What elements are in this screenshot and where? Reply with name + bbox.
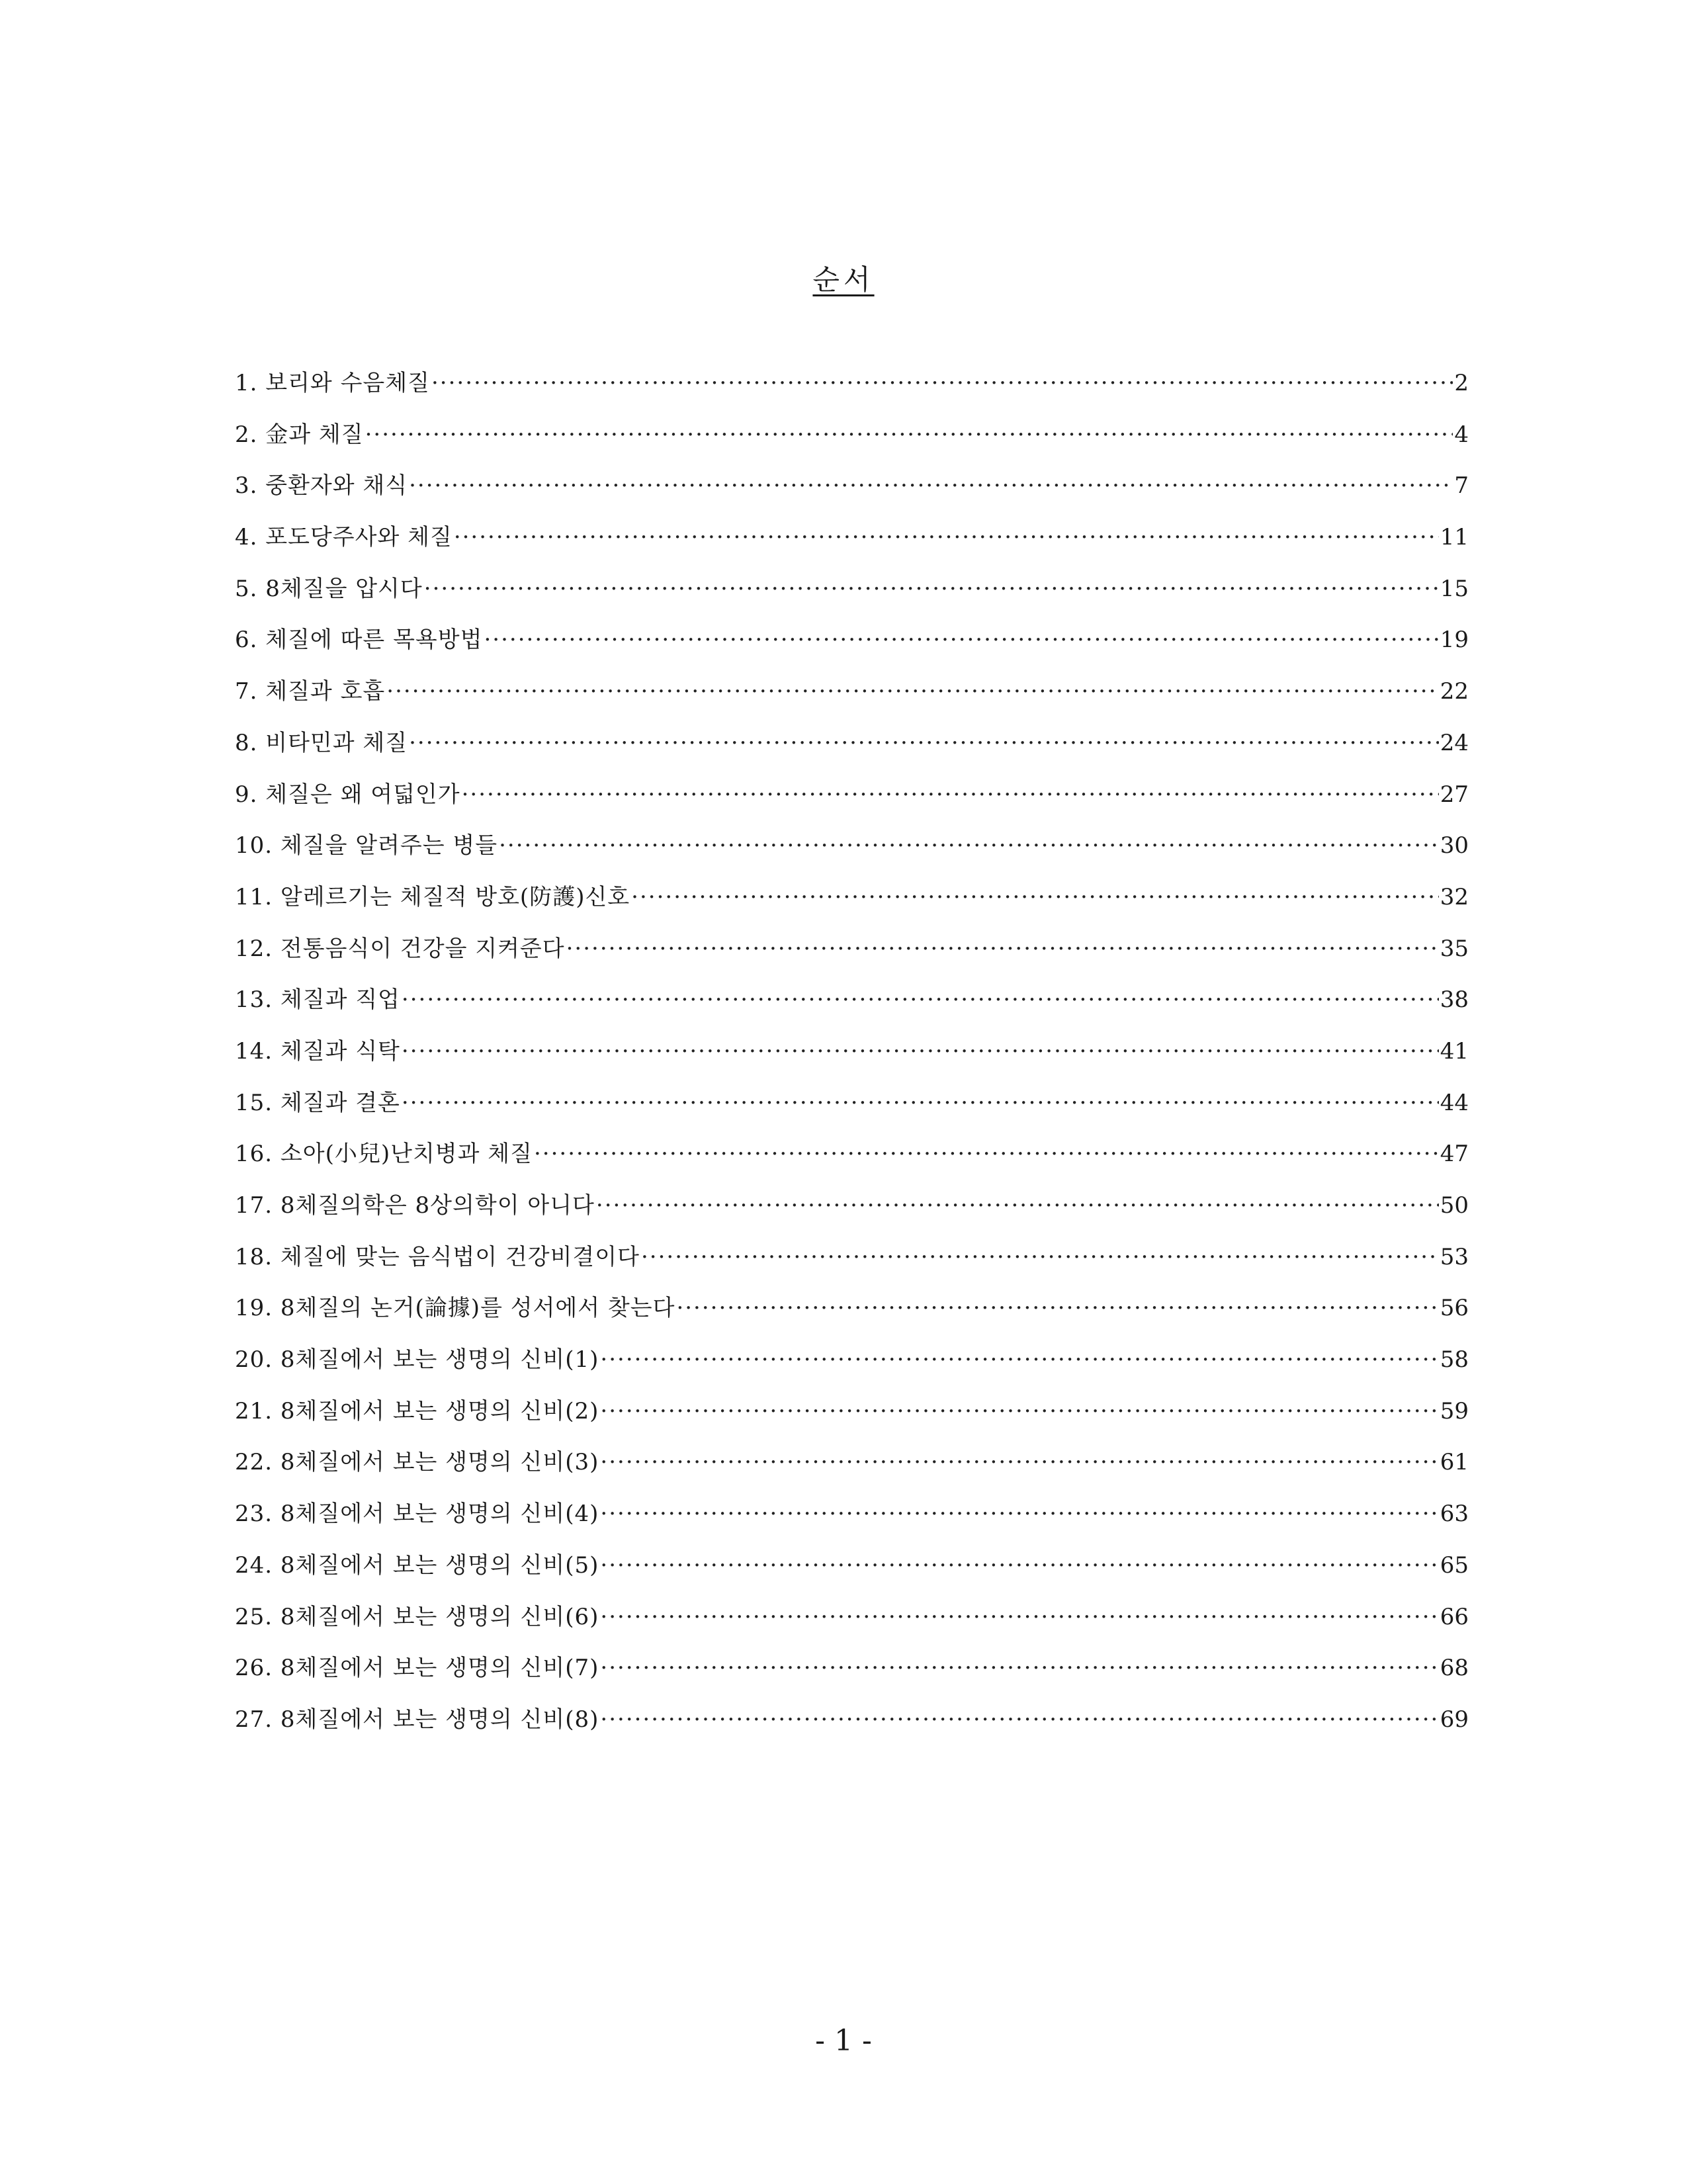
toc-entry-title: 7. 체질과 호흡 (235, 678, 386, 705)
toc-entry-title: 16. 소아(小兒)난치병과 체질 (235, 1141, 533, 1168)
toc-entry-title: 21. 8체질에서 보는 생명의 신비(2) (235, 1397, 599, 1424)
toc-entry-title: 27. 8체질에서 보는 생명의 신비(8) (235, 1706, 599, 1733)
toc-dot-leader (566, 933, 1439, 965)
toc-entry-page: 22 (1440, 678, 1469, 705)
toc-entry[interactable] (235, 1087, 1469, 1139)
toc-dot-leader (600, 1550, 1438, 1581)
toc-entry-title: 8. 비타민과 체질 (235, 729, 408, 756)
toc-entry-title: 18. 체질에 맞는 음식법이 건강비결이다 (235, 1243, 640, 1270)
toc-dot-leader (431, 367, 1453, 399)
toc-dot-leader (600, 1446, 1438, 1478)
toc-entry-title: 4. 포도당주사와 체질 (235, 524, 453, 551)
toc-dot-leader (409, 727, 1439, 759)
toc-entry-page: 58 (1440, 1346, 1469, 1374)
toc-dot-leader (600, 1395, 1438, 1427)
toc-dot-leader (454, 521, 1439, 553)
toc-entry[interactable] (235, 1550, 1469, 1601)
toc-entry-title: 6. 체질에 따른 목욕방법 (235, 627, 483, 654)
toc-entry-page: 27 (1440, 781, 1469, 808)
toc-entry[interactable] (235, 1446, 1469, 1498)
toc-dot-leader (596, 1190, 1439, 1221)
toc-entry-title: 11. 알레르기는 체질적 방호(防護)신호 (235, 883, 630, 910)
toc-entry-page: 38 (1440, 986, 1469, 1014)
toc-entry-title: 3. 중환자와 채식 (235, 472, 408, 500)
toc-entry-title: 2. 金과 체질 (235, 421, 364, 448)
toc-dot-leader (499, 830, 1439, 861)
toc-entry-title: 17. 8체질의학은 8상의학이 아니다 (235, 1192, 595, 1219)
toc-entry[interactable] (235, 933, 1469, 984)
toc-dot-leader (534, 1138, 1439, 1170)
toc-entry-title: 9. 체질은 왜 여덟인가 (235, 781, 460, 808)
toc-entry-title: 26. 8체질에서 보는 생명의 신비(7) (235, 1655, 599, 1682)
toc-dot-leader (365, 419, 1453, 451)
toc-entry-page: 65 (1440, 1551, 1469, 1579)
toc-entry[interactable] (235, 573, 1469, 625)
toc-entry[interactable] (235, 881, 1469, 933)
toc-entry-page: 2 (1454, 370, 1469, 396)
toc-entry-page: 35 (1440, 935, 1469, 962)
toc-dot-leader (402, 1035, 1439, 1067)
toc-entry[interactable] (235, 1395, 1469, 1447)
toc-entry[interactable] (235, 1035, 1469, 1087)
toc-entry[interactable] (235, 727, 1469, 779)
toc-entry-title: 1. 보리와 수음체질 (235, 370, 430, 396)
toc-entry[interactable] (235, 470, 1469, 521)
toc-entry-page: 24 (1440, 729, 1469, 756)
toc-entry-title: 10. 체질을 알려주는 병들 (235, 832, 498, 859)
toc-entry-title: 13. 체질과 직업 (235, 986, 400, 1014)
toc-entry-page: 19 (1440, 627, 1469, 654)
toc-entry[interactable] (235, 1138, 1469, 1190)
toc-dot-leader (402, 1087, 1439, 1119)
toc-entry-page: 7 (1454, 472, 1469, 500)
toc-entry[interactable] (235, 1498, 1469, 1550)
toc-entry[interactable] (235, 779, 1469, 830)
toc-entry-page: 15 (1440, 575, 1469, 602)
page-number: - 1 - (815, 2024, 872, 2058)
toc-entry-page: 61 (1440, 1449, 1469, 1476)
toc-entry[interactable] (235, 1344, 1469, 1395)
toc-dot-leader (424, 573, 1439, 605)
toc-entry[interactable] (235, 1292, 1469, 1344)
toc-dot-leader (641, 1241, 1439, 1273)
toc-dot-leader (600, 1498, 1438, 1530)
page-title-text: 순서 (812, 263, 875, 296)
toc-entry[interactable] (235, 419, 1469, 470)
toc-entry[interactable] (235, 830, 1469, 881)
toc-entry[interactable] (235, 1241, 1469, 1293)
toc-entry-title: 19. 8체질의 논거(論據)를 성서에서 찾는다 (235, 1295, 675, 1322)
toc-dot-leader (600, 1344, 1438, 1376)
toc-entry-page: 44 (1440, 1089, 1469, 1116)
toc-dot-leader (631, 881, 1439, 913)
toc-dot-leader (600, 1601, 1438, 1633)
toc-entry[interactable] (235, 676, 1469, 727)
toc-entry-page: 69 (1440, 1706, 1469, 1733)
toc-dot-leader (409, 470, 1453, 502)
toc-dot-leader (600, 1652, 1438, 1684)
toc-entry[interactable] (235, 521, 1469, 573)
toc-dot-leader (462, 779, 1439, 810)
toc-entry[interactable] (235, 1652, 1469, 1704)
toc-entry[interactable] (235, 367, 1469, 419)
toc-dot-leader (600, 1704, 1438, 1735)
toc-dot-leader (484, 624, 1438, 656)
toc-entry-title: 15. 체질과 결혼 (235, 1089, 400, 1116)
toc-entry-title: 25. 8체질에서 보는 생명의 신비(6) (235, 1603, 599, 1630)
toc-entry[interactable] (235, 624, 1469, 676)
toc-entry[interactable] (235, 1704, 1469, 1755)
toc-entry-page: 53 (1440, 1243, 1469, 1270)
toc-dot-leader (386, 676, 1438, 707)
toc-entry-title: 20. 8체질에서 보는 생명의 신비(1) (235, 1346, 599, 1374)
toc-entry-page: 66 (1440, 1603, 1469, 1630)
table-of-contents (235, 367, 1469, 1755)
toc-entry-title: 22. 8체질에서 보는 생명의 신비(3) (235, 1449, 599, 1476)
toc-entry-page: 63 (1440, 1501, 1469, 1528)
page-title (0, 263, 1687, 296)
toc-entry[interactable] (235, 1601, 1469, 1653)
toc-dot-leader (402, 984, 1439, 1016)
toc-entry-page: 41 (1440, 1037, 1469, 1065)
toc-entry-page: 50 (1440, 1192, 1469, 1219)
toc-entry-title: 5. 8체질을 압시다 (235, 575, 423, 602)
toc-entry[interactable] (235, 1190, 1469, 1241)
toc-entry-title: 23. 8체질에서 보는 생명의 신비(4) (235, 1501, 599, 1528)
toc-entry-page: 4 (1454, 421, 1469, 448)
toc-entry-page: 47 (1440, 1141, 1469, 1168)
toc-entry-page: 68 (1440, 1655, 1469, 1682)
toc-entry-page: 56 (1440, 1295, 1469, 1322)
toc-entry-title: 14. 체질과 식탁 (235, 1037, 400, 1065)
toc-entry-page: 30 (1440, 832, 1469, 859)
toc-entry-title: 12. 전통음식이 건강을 지켜준다 (235, 935, 565, 962)
toc-entry-page: 59 (1440, 1397, 1469, 1424)
toc-entry-page: 11 (1440, 524, 1469, 551)
toc-entry[interactable] (235, 984, 1469, 1035)
toc-entry-title: 24. 8체질에서 보는 생명의 신비(5) (235, 1551, 599, 1579)
toc-entry-page: 32 (1440, 883, 1469, 910)
toc-dot-leader (676, 1292, 1438, 1324)
